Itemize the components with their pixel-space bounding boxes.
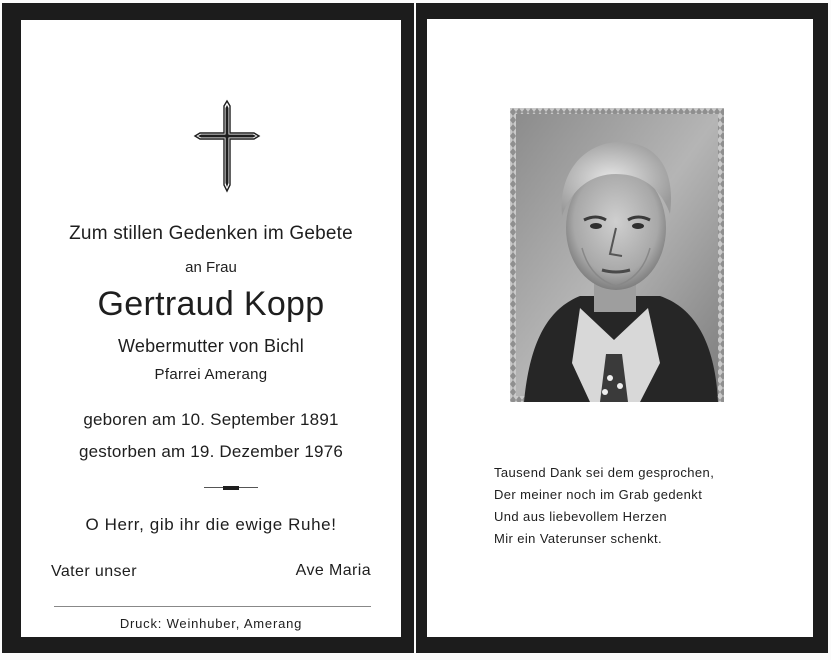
- memorial-verse: [494, 462, 714, 550]
- prayer-ave-maria: Ave Maria: [295, 562, 371, 579]
- card-right-back: [416, 3, 828, 653]
- deceased-title: Webermutter von Bichl: [118, 336, 304, 356]
- prayer-line: O Herr, gib ihr die ewige Ruhe!: [85, 515, 337, 534]
- deceased-name: Gertraud Kopp: [97, 285, 325, 323]
- printer-credit: Druck: Weinhuber, Amerang: [119, 616, 303, 631]
- verse-line: Der meiner noch im Grab gedenkt: [494, 487, 703, 502]
- card-left-panel: [21, 20, 401, 637]
- verse-line: Tausend Dank sei dem gesprochen,: [494, 465, 715, 480]
- birth-date: geboren am 10. September 1891: [83, 410, 339, 429]
- verse-line: Und aus liebevollem Herzen: [494, 509, 667, 524]
- salutation: an Frau: [185, 259, 237, 276]
- ornamental-divider: [204, 486, 258, 490]
- death-date: gestorben am 19. Dezember 1976: [79, 442, 343, 461]
- card-right-panel: [427, 19, 813, 637]
- parish: Pfarrei Amerang: [154, 366, 268, 383]
- prayer-vater-unser: Vater unser: [51, 563, 137, 580]
- verse-line: Mir ein Vaterunser schenkt.: [494, 531, 663, 546]
- divider-thick-bar: [223, 486, 239, 490]
- portrait-photo: [510, 108, 724, 402]
- memorial-heading: Zum stillen Gedenken im Gebete: [69, 223, 353, 244]
- card-left-front: [2, 3, 414, 653]
- cross-icon: [192, 99, 262, 193]
- printer-rule: [54, 606, 371, 607]
